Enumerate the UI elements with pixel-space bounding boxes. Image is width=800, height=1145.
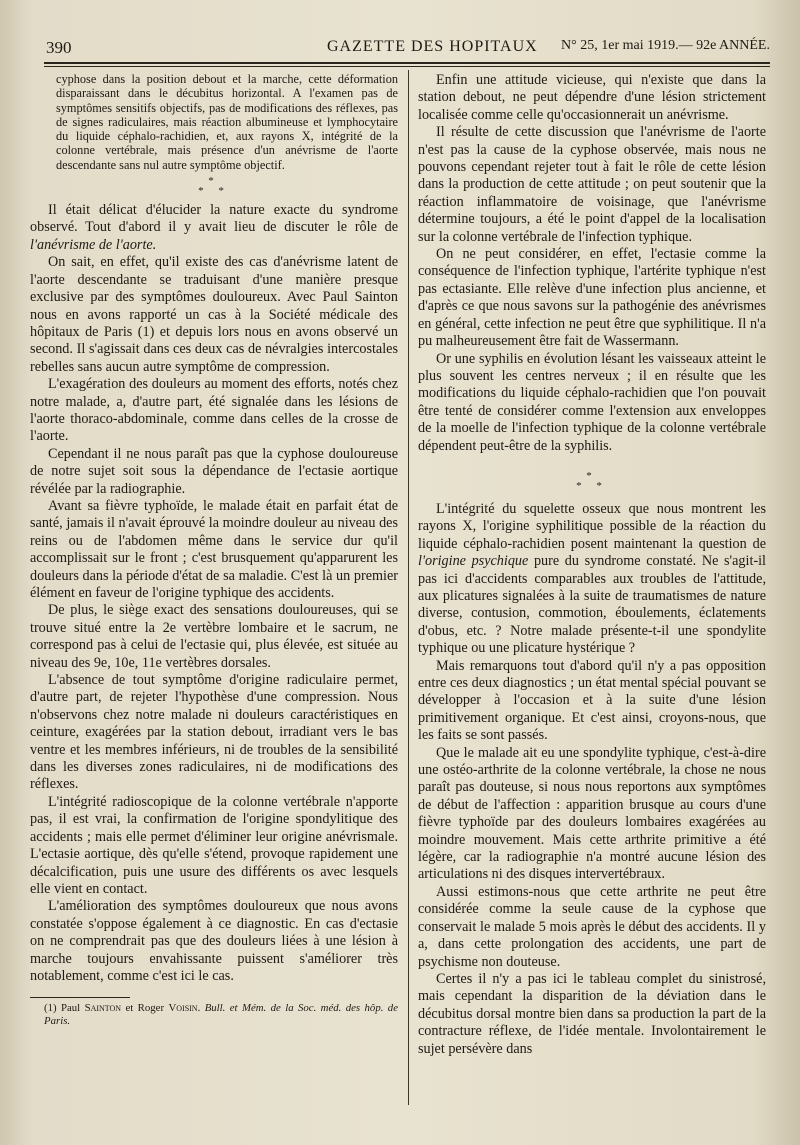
footnote-text: . xyxy=(197,1002,205,1015)
header-rule xyxy=(44,62,770,64)
emphasis-text: l'origine psychique xyxy=(418,553,529,570)
journal-title: GAZETTE DES HOPITAUX xyxy=(327,38,538,55)
footnote-text: et Roger xyxy=(121,1002,169,1015)
section-separator: * * * xyxy=(576,469,608,492)
paragraph: On sait, en effet, qu'il existe des cas d'anévrisme latent de l'aorte descendante se traduisant d'une manière presque exclusive par des symptômes douloureux. Avec Paul Sainton nous en avons rapporté un cas à la Société médicale des hôpitaux de Paris (1) et depuis lors nous en avons observé un second. Il s'agissait dans ces deux cas de névralgies intercostales rebelles sans aucun autre symptôme de compression. xyxy=(30,254,398,375)
footnote-rule xyxy=(30,997,130,998)
case-summary: cyphose dans la position debout et la marche, cette déformation disparaissant dans le décubitus horizontal. A l'examen pas de symptômes sensitifs objectifs, pas de modifications des réflexes, pas de signes radiculaires, mais réaction albumineuse et lymphocytaire du liquide céphalo-rachidien, et, aux rayons X, intégrité de la colonne vertébrale, mais présence d'un anévrisme de l'aorte descendante sans nul autre symptôme objectif. xyxy=(56,72,398,172)
paragraph: L'absence de tout symptôme d'origine radiculaire permet, d'autre part, de rejeter l'hypothèse d'une compression. Nous n'observons chez notre malade ni douleurs caractéristiques en ceinture, exagérées par la station debout, irradiant vers le bas ventre et les membres inférieurs, ni de troubles de la sensibilité dans les diverses zones radiculaires, ni de modifications des réflexes. xyxy=(30,672,398,793)
paragraph: Cependant il ne nous paraît pas que la cyphose douloureuse de notre sujet soit sous la dépendance de l'ectasie aortique révélée par la radiographie. xyxy=(30,445,398,497)
paragraph xyxy=(30,202,398,254)
paragraph: Certes il n'y a pas ici le tableau complet du sinistrosé, mais cependant la disparition de la déviation dans le décubitus dorsal montre bien dans sa production la part de la contracture réflexe, de l'idée mentale. Involontairement le sujet persévère dans xyxy=(418,970,766,1057)
page-header xyxy=(44,38,770,60)
paragraph: On ne peut considérer, en effet, l'ectasie comme la conséquence de l'infection typhique, l'artérite typhique n'est pas ectasiante. Elle relève d'une infection plus ancienne, et d'après ce que nous savons sur la pathogénie des anévrismes en général, cette infection ne peut être que syphilitique. Il n'a pu malheureusement être fait de Wassermann. xyxy=(418,246,766,350)
left-column xyxy=(30,72,398,1028)
paragraph-text: L'intégrité du squelette osseux que nous montrent les rayons X, l'origine syphilitique possible de la réaction du liquide céphalo-rachidien posent maintenant la question de xyxy=(418,500,766,552)
issue-info: N° 25, 1er mai 1919.— 92e ANNÉE. xyxy=(561,38,770,53)
header-rule-thin xyxy=(44,66,770,67)
footnote xyxy=(44,1002,398,1028)
emphasis-text: l'anévrisme de l'aorte. xyxy=(30,236,157,253)
section-separator: * * * xyxy=(198,175,230,198)
footnote-author: Sainton xyxy=(84,1002,122,1015)
footnote-text: (1) Paul xyxy=(44,1002,85,1015)
paragraph xyxy=(418,501,766,658)
paragraph: Aussi estimons-nous que cette arthrite ne peut être considérée comme la seule cause de la cyphose que conservait le malade 5 mois après le début des accidents. Il y a, dans cette prolongation des accidents, une part de psychisme non douteuse. xyxy=(418,883,766,970)
paragraph: L'amélioration des symptômes douloureux que nous avons constatée s'oppose également à ce diagnostic. En cas d'ectasie on ne comprendrait pas que des douleurs liées à une lésion à marche toujours envahissante puissent s'améliorer très notablement, comme c'est ici le cas. xyxy=(30,898,398,984)
paragraph-text: Il était délicat d'élucider la nature exacte du syndrome observé. Tout d'abord il y avait lieu de discuter le rôle de xyxy=(30,202,398,236)
footnote-author: Voisin xyxy=(168,1002,198,1015)
paragraph: Il résulte de cette discussion que l'anévrisme de l'aorte n'est pas la cause de la cyphose observée, mais nous ne pouvons cependant rejeter tout à fait le rôle de cette lésion dans la production de cette attitude ; on peut soutenir que la réaction inflammatoire de voisinage, que l'anévrisme détermine toujours, a été le point d'appel de la localisation sur la colonne vertébrale de l'infection typhique. xyxy=(418,124,766,245)
paragraph: L'intégrité radioscopique de la colonne vertébrale n'apporte pas, il est vrai, la confirmation de l'origine spondylitique des accidents ; mais elle permet d'éliminer leur origine anévrismale. L'ectasie aortique, dès qu'elle s'étend, provoque rapidement une décalcification, puis une usure des différents os avec lesquels elle vient en contact. xyxy=(30,793,398,897)
right-column xyxy=(418,72,766,1058)
paragraph: Avant sa fièvre typhoïde, le malade était en parfait état de santé, jamais il n'avait éprouvé la moindre douleur au niveau des reins ou de l'abdomen même dans le service dur qu'il accomplissait sur le front ; c'est brusquement qu'apparurent les douleurs dans la période d'état de sa maladie. C'est là un premier élément en faveur de l'origine typhique des accidents. xyxy=(30,497,398,602)
paragraph: Enfin une attitude vicieuse, qui n'existe que dans la station debout, ne peut dépendre d'une lésion strictement localisée comme celle qu'occasionnerait un anévrisme. xyxy=(418,72,766,123)
footnote-source: Bull. et Mém. de la Soc. méd. des hôp. de Paris. xyxy=(44,1002,398,1028)
paragraph: Que le malade ait eu une spondylite typhique, c'est-à-dire une ostéo-arthrite de la colonne vertébrale, la chose ne nous paraît pas douteuse, si nous nous reportons aux symptômes de début de l'affection : apparition brusque au cours d'une fièvre typhoïde par des douleurs lombaires exagérées au moindre mouvement. Mais cette arthrite primitive a été légère, car la radiographie n'a montré aucune lésion des articulations ni des disques intervertébraux. xyxy=(418,744,766,883)
paragraph: De plus, le siège exact des sensations douloureuses, qui se trouve situé entre la 2e vertèbre lombaire et le sacrum, ne correspond pas à celui de l'ectasie qui, plus élevée, est située au niveau des 9e, 10e, 11e vertèbres dorsales. xyxy=(30,602,398,671)
column-divider xyxy=(408,70,409,1105)
paragraph: Or une syphilis en évolution lésant les vaisseaux atteint le plus souvent les centres nerveux ; il en résulte que les modifications du liquide céphalo-rachidien que l'on pouvait être tenté de considérer comme l'extension aux enveloppes de la moelle de l'infection typhique de la colonne vertébrale dépendent peut-être de la syphilis. xyxy=(418,350,766,454)
paragraph: L'exagération des douleurs au moment des efforts, notés chez notre malade, a, d'autre part, été signalée dans les lésions de l'aorte thoraco-abdominale, comme dans celles de la crosse de l'aorte. xyxy=(30,376,398,445)
paragraph-text: pure du syndrome constaté. Ne s'agit-il pas ici d'accidents comparables aux troubles de l'attitude, aux plicatures signalées à la suite de traumatismes de nature diverse, contusion, commotion, éboulements, éclatements d'obus, etc. ? Notre malade présente-t-il une spondylite typhique ou une plicature hystérique ? xyxy=(418,553,766,657)
paragraph: Mais remarquons tout d'abord qu'il n'y a pas opposition entre ces deux diagnostics ; un état mental spécial pouvant se développer à l'occasion et à la suite d'une lésion primitivement organique. Et c'est ainsi, croyons-nous, que les faits se sont passés. xyxy=(418,657,766,744)
page-number: 390 xyxy=(46,38,72,57)
